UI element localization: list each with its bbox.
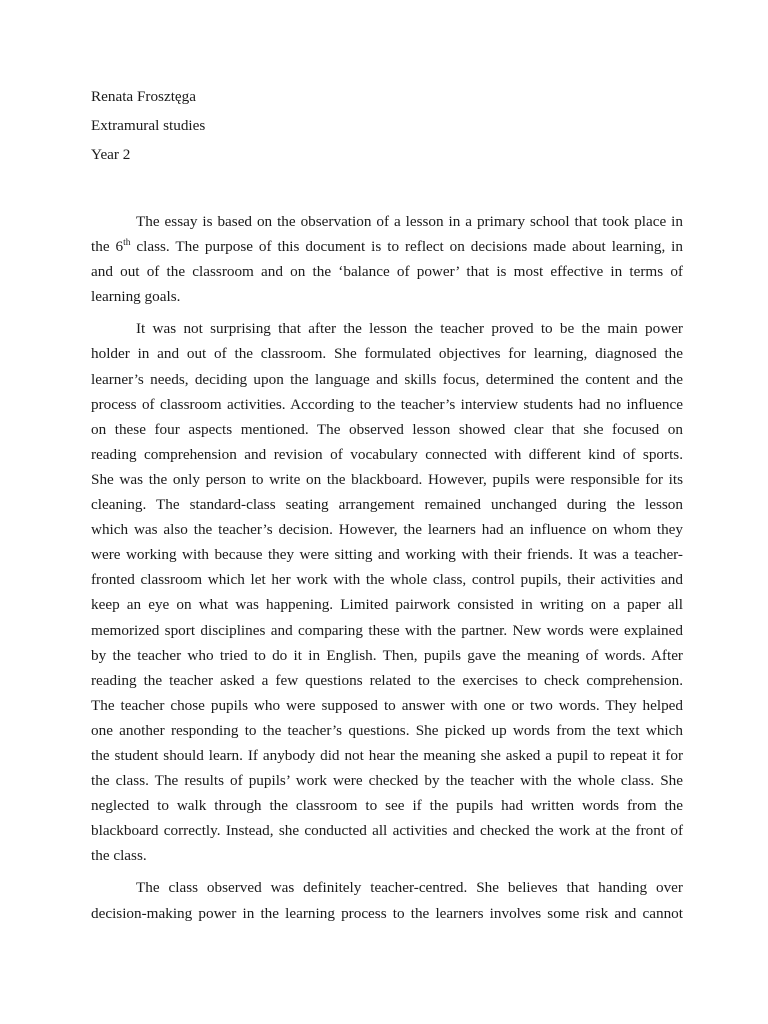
text-line: the class. The results of pupils’ work were checked by the teacher with the whole class. She bbox=[91, 772, 683, 790]
text-segment: class. The purpose of this document is to reflect on decisions made about learning, in bbox=[130, 238, 683, 256]
text-line: reading the teacher asked a few questions related to the exercises to check comprehension. bbox=[91, 671, 683, 689]
essay-paragraph bbox=[91, 875, 683, 925]
author-name: Renata Frosztęga bbox=[91, 88, 197, 105]
text-line: learning goals. bbox=[91, 288, 181, 306]
essay-paragraph bbox=[91, 209, 683, 309]
text-line: neglected to walk through the classroom to see if the pupils had written words from the bbox=[91, 797, 683, 815]
text-line bbox=[91, 234, 683, 259]
text-line: the student should learn. If anybody did not hear the meaning she asked a pupil to repeat it for bbox=[91, 746, 683, 764]
ordinal-superscript: th bbox=[123, 238, 131, 249]
text-line: on these four aspects mentioned. The observed lesson showed clear that she focused on bbox=[91, 420, 683, 438]
text-line: learner’s needs, deciding upon the language and skills focus, determined the content and the bbox=[91, 370, 683, 388]
text-line: the class. bbox=[91, 847, 147, 865]
study-year: Year 2 bbox=[91, 146, 131, 163]
text-line: The class observed was definitely teacher-centred. She believes that handing over bbox=[136, 879, 683, 897]
text-line: by the teacher who tried to do it in English. Then, pupils gave the meaning of words. After bbox=[91, 646, 683, 664]
text-line: It was not surprising that after the lesson the teacher proved to be the main power bbox=[136, 320, 683, 338]
text-line: cleaning. The standard-class seating arrangement remained unchanged during the lesson bbox=[91, 496, 683, 514]
text-line: fronted classroom which let her work with the whole class, control pupils, their activities and bbox=[91, 571, 683, 589]
text-line: The essay is based on the observation of a lesson in a primary school that took place in bbox=[136, 213, 683, 230]
text-line: process of classroom activities. According to the teacher’s interview students had no influence bbox=[91, 395, 683, 413]
study-program: Extramural studies bbox=[91, 117, 206, 134]
text-line: blackboard correctly. Instead, she conducted all activities and checked the work at the front of bbox=[91, 822, 683, 840]
essay-paragraph bbox=[91, 316, 683, 868]
text-line: and out of the classroom and on the ‘balance of power’ that is most effective in terms of bbox=[91, 263, 683, 281]
essay-body bbox=[91, 209, 683, 933]
text-line: She was the only person to write on the blackboard. However, pupils were responsible for its bbox=[91, 470, 683, 488]
text-line: were working with because they were sitting and working with their friends. It was a teacher- bbox=[91, 546, 683, 564]
text-line: memorized sport disciplines and comparing these with the partner. New words were explained bbox=[91, 621, 683, 639]
text-segment: the 6 bbox=[91, 238, 124, 256]
text-line: keep an eye on what was happening. Limited pairwork consisted in writing on a paper all bbox=[91, 596, 683, 614]
text-line: which was also the teacher’s decision. However, the learners had an influence on whom they bbox=[91, 521, 683, 539]
text-line: The teacher chose pupils who were supposed to answer with one or two words. They helped bbox=[91, 696, 683, 714]
text-line: decision-making power in the learning process to the learners involves some risk and cannot bbox=[91, 904, 683, 922]
text-line: one another responding to the teacher’s questions. She picked up words from the text which bbox=[91, 721, 683, 739]
document-header bbox=[91, 84, 691, 171]
text-line: holder in and out of the classroom. She formulated objectives for learning, diagnosed the bbox=[91, 345, 683, 363]
text-line: reading comprehension and revision of vocabulary connected with different kind of sports. bbox=[91, 445, 683, 463]
